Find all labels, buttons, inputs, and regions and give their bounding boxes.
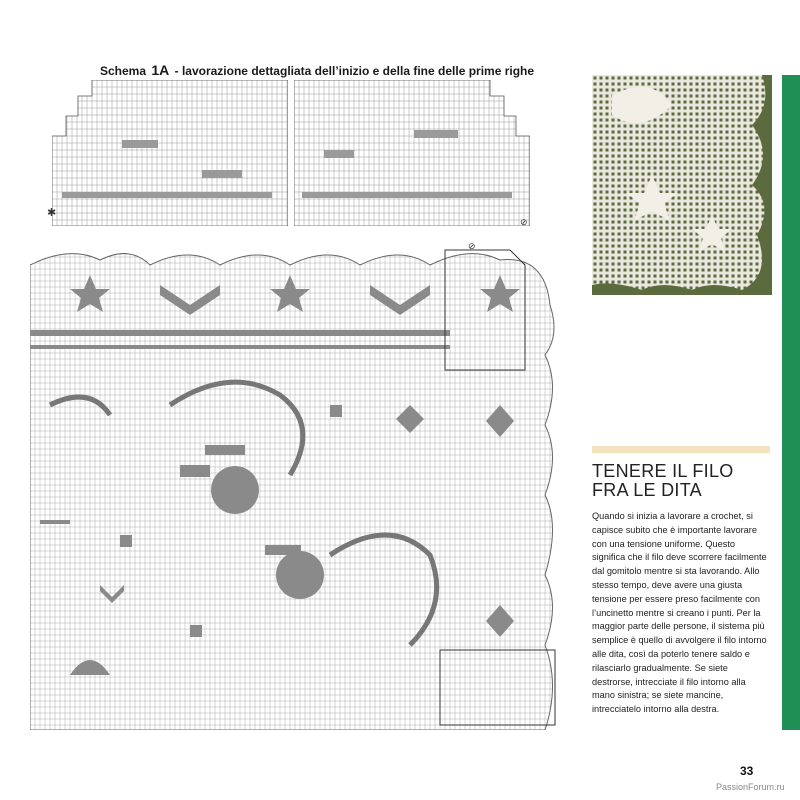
article-title-line1: TENERE IL FILO <box>592 461 734 481</box>
green-side-bar <box>782 75 800 730</box>
schema-prefix: Schema <box>100 64 147 78</box>
chart-top-left <box>52 80 288 226</box>
page-number: 33 <box>740 764 754 778</box>
schema-description: - lavorazione dettagliata dell’inizio e della fine delle prime righe <box>174 64 535 78</box>
watermark-text: PassionForum.ru <box>716 782 785 792</box>
doily-photo <box>592 75 772 295</box>
filet-chart-main <box>30 245 560 730</box>
schema-number: 1A <box>151 62 170 78</box>
end-marker-main: ⊘ <box>468 241 476 251</box>
article-title-line2: FRA LE DITA <box>592 480 702 500</box>
start-marker: ✱ <box>47 207 57 219</box>
chart-outline <box>30 254 554 730</box>
chart-top-right <box>294 80 530 226</box>
end-marker-top: ⊘ <box>520 217 528 227</box>
article-body: Quando si inizia a lavorare a crochet, si capisce subito che è importante lavorare con una tensione uniforme. Questo significa che il filo deve scorrere facilmente dal gomitolo mentre si sta lavorando. Allo stesso tempo, deve avere una giusta tensione per essere preso facilmente con l’uncinetto mentre si creano i punti. Per la maggior parte delle persone, il sistema più semplice è quello di avvolgere il filo intorno alle dita, così da poterlo tenere saldo e rilasciarlo gradualmente. Se siete destrorse, intrecciate il filo intorno alla mano sinistra; se siete mancine, intrecciatelo intorno alla destra. <box>592 511 767 715</box>
schema-title <box>100 62 534 78</box>
article-title <box>592 462 772 500</box>
title-accent-line <box>592 446 770 453</box>
